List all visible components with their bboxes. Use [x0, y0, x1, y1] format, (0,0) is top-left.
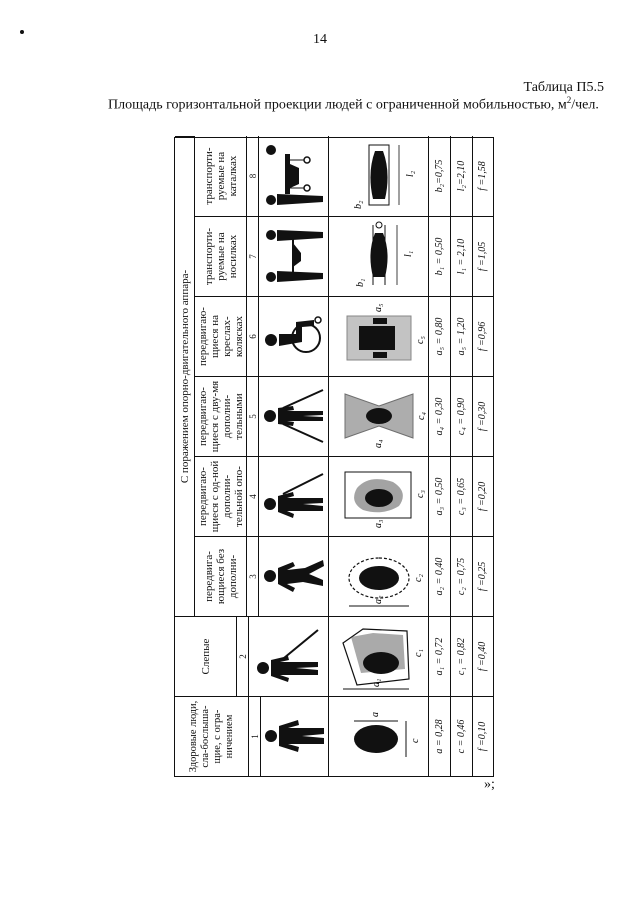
value-f-4: f =0,20 — [473, 456, 493, 536]
value-a4: a₄ = 0,30 — [429, 376, 451, 456]
caption-text: Площадь горизонтальной проекции людей с ограниченной мобильностью, м — [108, 97, 567, 113]
value-c1: c₁ = 0,82 — [451, 616, 473, 696]
value-f-7: f =1,05 — [473, 216, 493, 296]
value-f-8: f =1,58 — [477, 161, 488, 191]
value-b1: b₁ = 0,50 — [429, 216, 451, 296]
svg-text:l₂: l₂ — [404, 170, 416, 177]
col-header-2: Слепые — [175, 616, 237, 696]
ellipse-projection-icon-3 — [329, 536, 429, 616]
blind-projection-icon — [329, 616, 429, 696]
table-body — [174, 137, 494, 777]
value-a5-length: a₅ = 1,20 — [451, 296, 473, 376]
col-header-3: передвига-ющиеся без дополни- — [195, 536, 247, 616]
value-f-3: f =0,25 — [473, 536, 493, 616]
value-a1: a₁ = 0,72 — [429, 616, 451, 696]
value-c3: c₃ = 0,65 — [451, 456, 473, 536]
stretcher-icon — [259, 216, 329, 296]
table-label: Таблица П5.5 — [523, 80, 604, 95]
col-num-6: 6 — [247, 296, 259, 376]
page-number: 14 — [313, 32, 327, 47]
svg-text:a: a — [369, 712, 381, 718]
col-header-5: передвигаю-щиеся с дву-мя дополни-тельными — [195, 376, 247, 456]
value-f-2: f =0,40 — [473, 616, 493, 696]
one-crutch-person-icon — [259, 456, 329, 536]
col-num-3: 3 — [247, 536, 259, 616]
col-num-7: 7 — [247, 216, 259, 296]
caption-sup: 2 — [566, 95, 572, 105]
svg-text:c₅: c₅ — [414, 336, 426, 345]
svg-text:a₄: a₄ — [372, 440, 384, 449]
gurney-icon — [259, 136, 329, 216]
svg-text:l₁: l₁ — [402, 251, 414, 258]
col-header-1: Здоровые люди, сла-бослыша-щие, с огра-ничением — [175, 696, 249, 776]
col-num-2: 2 — [237, 616, 249, 696]
col-header-6: передвигаю-щиеся на креслах-колясках — [195, 296, 247, 376]
ellipse-projection-icon-1 — [329, 696, 429, 776]
col-header-4: передвигаю-щиеся с од-ной дополни-тельной опо- — [195, 456, 247, 536]
table-caption — [108, 95, 599, 114]
end-mark: »; — [484, 777, 495, 792]
rotated-table — [174, 137, 494, 777]
col-num-1: 1 — [249, 696, 261, 776]
svg-text:c₃: c₃ — [414, 490, 426, 499]
svg-text:c₂: c₂ — [412, 574, 424, 583]
table-wrapper — [174, 137, 494, 777]
svg-text:b₁: b₁ — [354, 279, 366, 288]
value-f-6: f =0,96 — [473, 296, 493, 376]
svg-text:a₅: a₅ — [372, 304, 384, 313]
value-a3: a₃ = 0,50 — [429, 456, 451, 536]
stretcher-projection-icon — [329, 216, 429, 296]
value-b2: b₂=0,75 — [429, 136, 451, 216]
group-header: С поражением опорно-двигательного аппара- — [175, 136, 195, 616]
value-f-1: f =0,10 — [473, 696, 493, 776]
value-f-5: f =0,30 — [473, 376, 493, 456]
wheelchair-person-icon — [259, 296, 329, 376]
col-num-8: 8 — [247, 136, 259, 216]
col-num-5: 5 — [247, 376, 259, 456]
svg-text:a₂: a₂ — [372, 596, 384, 605]
value-a2: a₂ = 0,40 — [429, 536, 451, 616]
svg-text:a₁: a₁ — [370, 679, 382, 688]
value-a5: a₅ = 0,80 — [429, 296, 451, 376]
value-c2: c₂ = 0,75 — [451, 536, 473, 616]
svg-text:a₃: a₃ — [372, 520, 384, 529]
value-l2: l₂=2,10 — [451, 136, 473, 216]
gurney-projection-icon — [329, 136, 429, 216]
svg-text:c₄: c₄ — [415, 412, 427, 421]
col-header-7: транспорти-руемые на носилках — [195, 216, 247, 296]
svg-text:c₁: c₁ — [412, 649, 424, 658]
caption-unit: /чел. — [571, 97, 599, 113]
walking-person-icon — [259, 536, 329, 616]
col-num-4: 4 — [247, 456, 259, 536]
two-crutches-projection-icon — [329, 376, 429, 456]
standing-person-icon — [261, 696, 329, 776]
svg-text:b₂: b₂ — [352, 200, 364, 209]
two-crutches-person-icon — [259, 376, 329, 456]
svg-text:c: c — [409, 739, 421, 744]
value-c4: c₄ = 0,90 — [451, 376, 473, 456]
one-crutch-projection-icon — [329, 456, 429, 536]
value-c: c = 0,46 — [451, 696, 473, 776]
col-header-8: транспорти-руемые на каталках — [195, 136, 247, 216]
blind-person-cane-icon — [249, 616, 329, 696]
wheelchair-projection-icon — [329, 296, 429, 376]
value-l1: l₁ = 2,10 — [451, 216, 473, 296]
value-a: a = 0,28 — [429, 696, 451, 776]
